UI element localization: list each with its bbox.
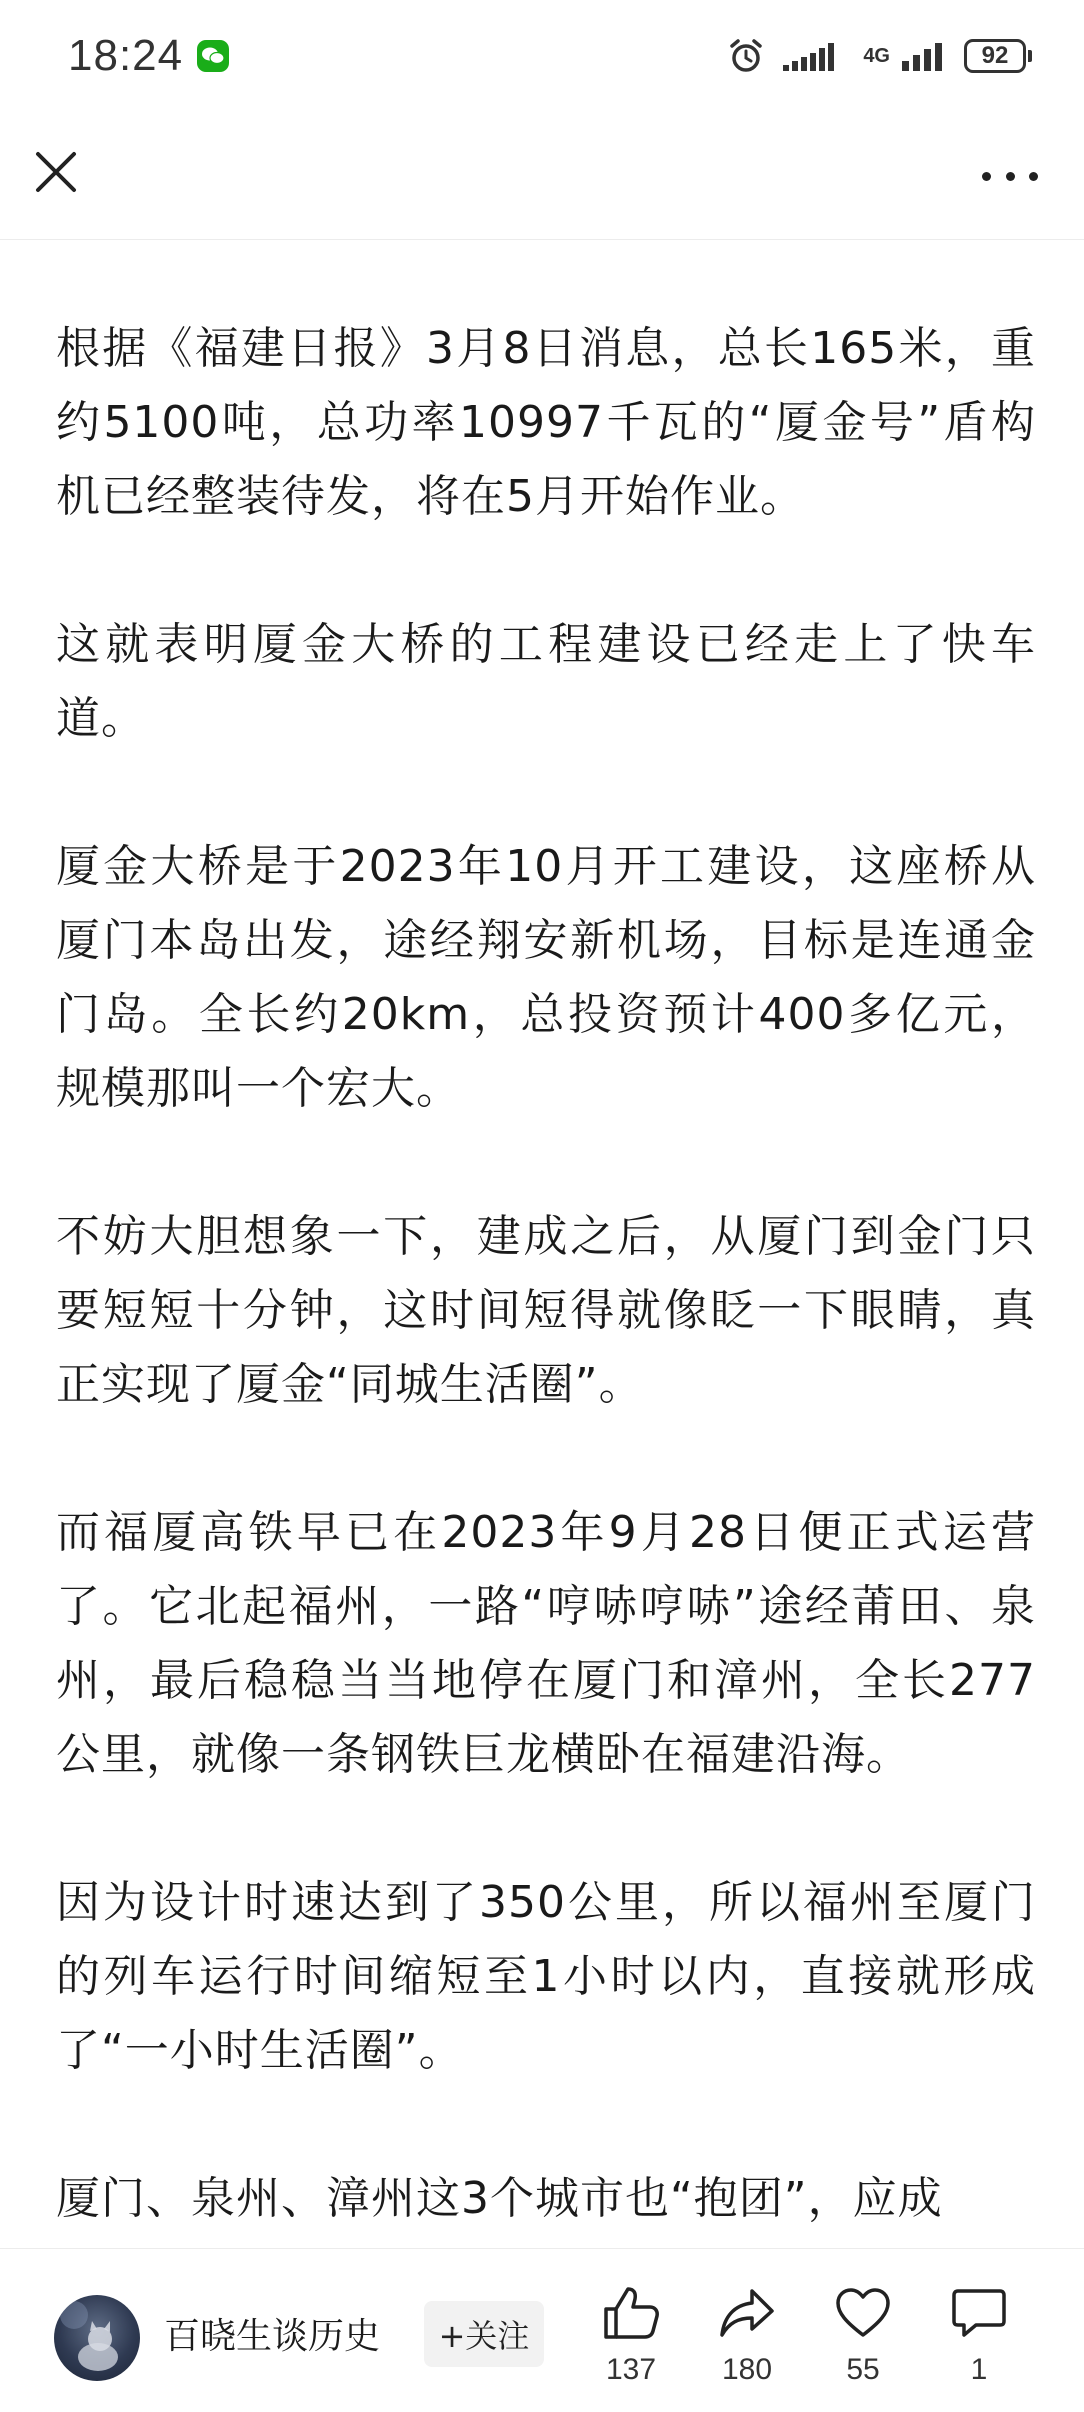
like-button[interactable] — [586, 2285, 676, 2387]
article-paragraph: 而福厦高铁早已在2023年9月28日便正式运营了。它北起福州，一路“哼哧哼哧”途经莆田、泉州，最后稳稳当当地停在厦门和漳州，全长277公里，就像一条钢铁巨龙横卧在福建沿海。 — [56, 1507, 1036, 1780]
signal-icon — [783, 41, 845, 71]
battery-level: 92 — [964, 39, 1026, 73]
author-avatar[interactable] — [54, 2295, 140, 2381]
heart-icon — [834, 2285, 892, 2341]
alarm-icon — [727, 37, 765, 75]
like-count: 137 — [605, 2353, 657, 2386]
share-count: 180 — [721, 2353, 773, 2386]
article-paragraph: 这就表明厦金大桥的工程建设已经走上了快车道。 — [56, 619, 1036, 744]
battery-tip — [1028, 50, 1032, 62]
article-paragraph: 不妨大胆想象一下，建成之后，从厦门到金门只要短短十分钟，这时间短得就像眨一下眼睛，真正实现了厦金“同城生活圈”。 — [56, 1211, 1036, 1410]
thumbs-up-icon — [602, 2285, 660, 2341]
share-icon — [718, 2285, 776, 2341]
comment-count: 1 — [970, 2353, 988, 2386]
battery-icon — [964, 39, 1032, 73]
close-icon — [30, 146, 82, 198]
more-dot-icon — [982, 172, 991, 181]
status-left — [68, 31, 229, 81]
article-paragraph: 因为设计时速达到了350公里，所以福州至厦门的列车运行时间缩短至1小时以内，直接就形成了“一小时生活圈”。 — [56, 1877, 1036, 2076]
signal-4g-icon — [902, 41, 946, 71]
article-paragraph: 厦门、泉州、漳州这3个城市也“抱团”，应成 — [56, 2173, 943, 2224]
close-button[interactable] — [30, 146, 82, 198]
follow-button[interactable]: +关注 — [424, 2301, 544, 2367]
more-dot-icon — [1006, 172, 1015, 181]
status-right — [727, 37, 1032, 75]
favorite-count: 55 — [846, 2353, 880, 2386]
avatar-image — [54, 2295, 140, 2381]
status-bar — [0, 0, 1084, 112]
article-body — [56, 312, 1036, 2247]
favorite-button[interactable] — [818, 2285, 908, 2387]
comment-icon — [950, 2285, 1008, 2341]
article-paragraph: 厦金大桥是于2023年10月开工建设，这座桥从厦门本岛出发，途经翔安新机场，目标是连通金门岛。全长约20km，总投资预计400多亿元，规模那叫一个宏大。 — [56, 841, 1036, 1114]
wechat-icon — [197, 40, 229, 72]
more-options-button[interactable] — [974, 158, 1046, 194]
author-name[interactable]: 百晓生谈历史 — [164, 2316, 381, 2357]
top-nav — [0, 112, 1084, 240]
more-dot-icon — [1029, 172, 1038, 181]
share-button[interactable] — [702, 2285, 792, 2387]
article-paragraph: 根据《福建日报》3月8日消息，总长165米，重约5100吨，总功率10997千瓦的“厦金号”盾构机已经整装待发，将在5月开始作业。 — [56, 323, 1036, 522]
network-type: 4G — [863, 44, 890, 67]
bottom-action-bar — [0, 2248, 1084, 2412]
comment-button[interactable] — [934, 2285, 1024, 2387]
status-time: 18:24 — [68, 31, 184, 80]
